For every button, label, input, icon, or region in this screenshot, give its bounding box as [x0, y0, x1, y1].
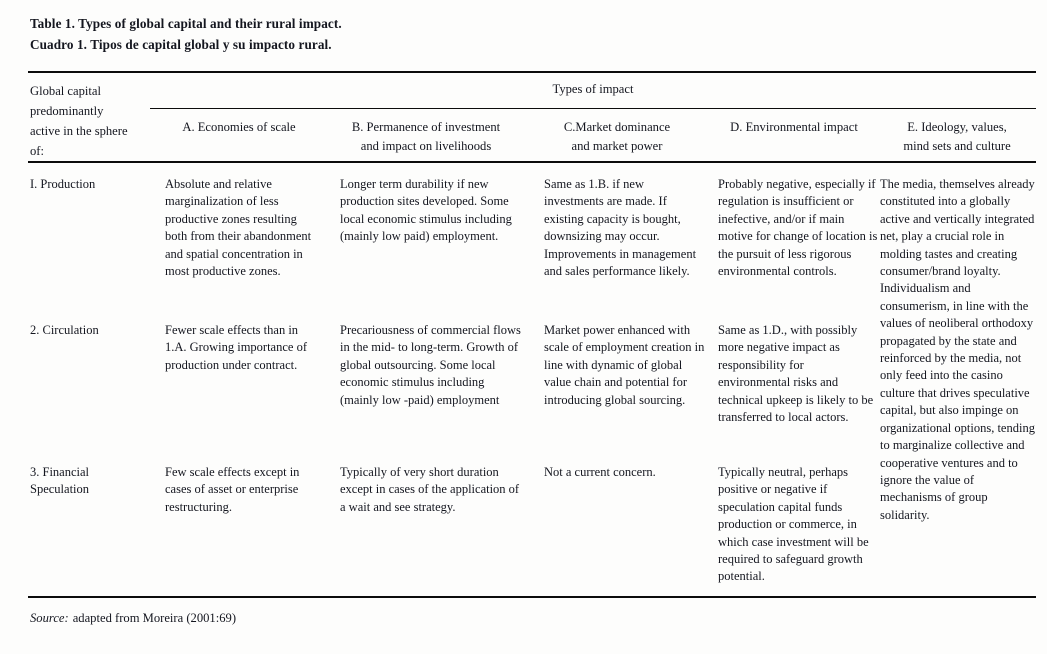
- column-header-line: C.Market dominance: [563, 120, 671, 134]
- cell-text: The media, themselves already constituted into a globally active and vertically integrated net, play a crucial role in molding tastes and creating consumer/brand loyalty. Individualism and consumerism, in line with the values of neoliberal orthodoxy propagated by the state and reinforced by the media, not only feed into the casino culture that drives speculative capital, but also impinge on organizational options, tending to marginalize collective and cooperative ventures and to ignore the value of mechanisms of group solidarity.: [880, 177, 1035, 522]
- row-label-production: [28, 176, 150, 322]
- cell-text: Typically of very short duration except in cases of the application of a wait and see strategy.: [340, 465, 520, 514]
- row-label-text: 3. Financial Speculation: [30, 465, 90, 497]
- cell-circulation-economies: [150, 322, 328, 464]
- table-header: [28, 73, 1036, 163]
- column-header-market-dominance: [524, 109, 710, 161]
- cell-circulation-permanence: [328, 322, 524, 464]
- cell-text: Longer term durability if new production sites developed. Some local economic stimulus including (mainly low paid) employment.: [340, 177, 512, 244]
- column-header-ideology-values: [878, 109, 1036, 161]
- column-header-line: B. Permanence of investment: [351, 120, 501, 134]
- cell-text: Precariousness of commercial flows in the mid- to long-term. Growth of global outsourcing. Some local economic stimulus including (mainly low -paid) employment: [340, 323, 521, 407]
- table-title-spanish: Cuadro 1. Tipos de capital global y su impacto rural.: [30, 37, 332, 52]
- source-text: adapted from Moreira (2001:69): [72, 610, 237, 625]
- cell-text: Same as 1.D., with possibly more negative impact as responsibility for environmental risks and technical upkeep is likely to be transferred to local actors.: [718, 323, 874, 425]
- column-header-line: mind sets and culture: [903, 139, 1011, 153]
- column-header-line: and market power: [571, 139, 663, 153]
- row-label-text: I. Production: [30, 177, 96, 191]
- column-header-line: E. Ideology, values,: [907, 120, 1007, 134]
- corner-header-cell: [28, 73, 150, 161]
- column-header-line: and impact on livelihoods: [360, 139, 492, 153]
- row-label-text: 2. Circulation: [30, 323, 99, 337]
- cell-speculation-market-dominance: [524, 464, 710, 586]
- cell-text: Few scale effects except in cases of asset or enterprise restructuring.: [165, 465, 300, 514]
- cell-production-environmental: [710, 176, 878, 322]
- global-capital-impact-table: [28, 71, 1036, 598]
- column-header-environmental-impact: [710, 109, 878, 161]
- corner-header-text: Global capital predominantly active in the sphere of:: [30, 84, 128, 158]
- table-body: [28, 163, 1036, 596]
- source-label: Source:: [30, 610, 69, 625]
- types-of-impact-spanning-header: Types of impact: [150, 73, 1036, 109]
- table-title-english: Table 1. Types of global capital and their rural impact.: [30, 16, 342, 31]
- cell-speculation-environmental: [710, 464, 878, 586]
- cell-text: Market power enhanced with scale of employment creation in line with dynamic of global value chain and potential for introducing global sourcing.: [544, 323, 705, 407]
- cell-production-permanence: [328, 176, 524, 322]
- table-caption-block: [0, 0, 1047, 55]
- column-header-economies-of-scale: [150, 109, 328, 161]
- row-label-circulation: [28, 322, 150, 464]
- cell-ideology-spanning: [878, 176, 1036, 586]
- column-header-line: A. Economies of scale: [182, 120, 296, 134]
- cell-production-economies: [150, 176, 328, 322]
- cell-text: Absolute and relative marginalization of less productive zones resulting both from their abandonment and spatial concentration in most productive zones.: [165, 177, 312, 279]
- cell-production-market-dominance: [524, 176, 710, 322]
- column-header-permanence-of-investment: [328, 109, 524, 161]
- cell-text: Not a current concern.: [544, 465, 656, 479]
- table-wrapper: [28, 71, 1036, 598]
- cell-text: Same as 1.B. if new investments are made. If existing capacity is bought, downsizing may occur. Improvements in management and sales performance likely.: [544, 177, 697, 279]
- cell-circulation-market-dominance: [524, 322, 710, 464]
- cell-circulation-environmental: [710, 322, 878, 464]
- cell-text: Fewer scale effects than in 1.A. Growing importance of production under contract.: [165, 323, 307, 372]
- cell-speculation-economies: [150, 464, 328, 586]
- cell-text: Probably negative, especially if regulation is insufficient or inefective, and/or if main motive for change of location is the pursuit of less rigorous environmental controls.: [718, 177, 878, 279]
- column-header-line: D. Environmental impact: [730, 120, 858, 134]
- cell-text: Typically neutral, perhaps positive or negative if speculation capital funds production or commerce, in which case investment will be required to safeguard growth potential.: [718, 465, 869, 584]
- row-label-financial-speculation: [28, 464, 150, 586]
- cell-speculation-permanence: [328, 464, 524, 586]
- source-note: [30, 611, 1047, 626]
